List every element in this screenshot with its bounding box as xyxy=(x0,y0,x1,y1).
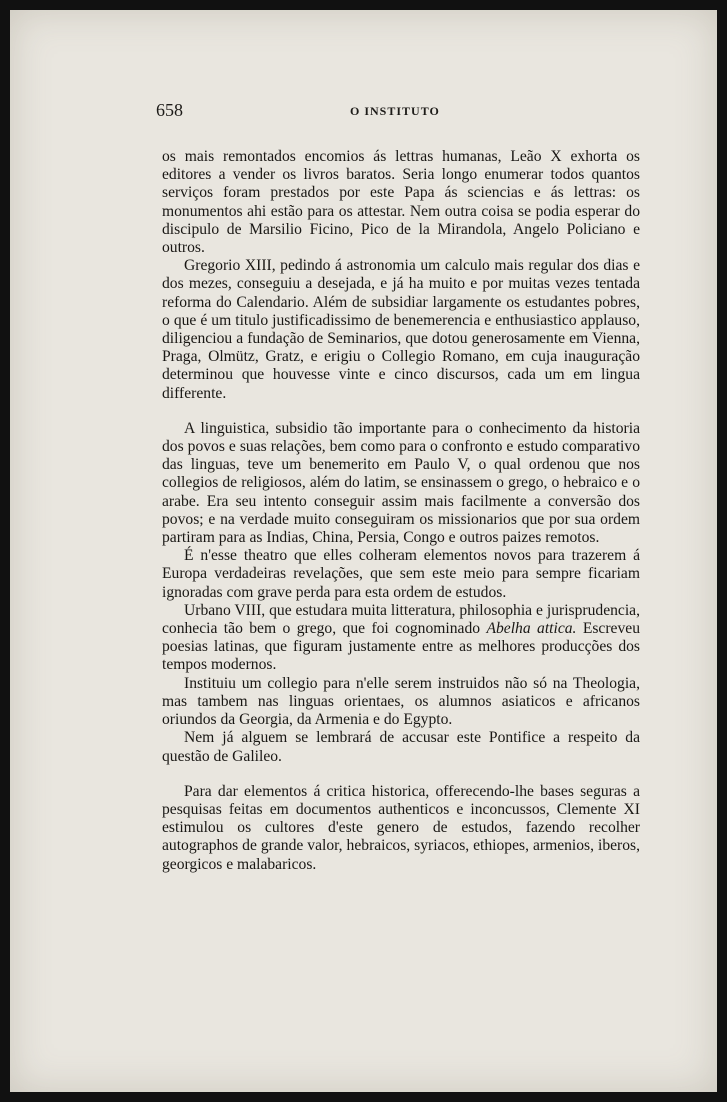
book-page xyxy=(10,10,717,1092)
paragraph-theatro: É n'esse theatro que elles colheram elementos novos para trazerem á Europa verdadeiras revelações, que sem este meio para sempre ficariam ignoradas com grave perda para esta ordem de estudos. xyxy=(162,547,640,601)
body-text xyxy=(162,148,640,874)
page-number: 658 xyxy=(156,100,183,120)
running-title: O INSTITUTO xyxy=(350,104,440,118)
paragraph-galileo: Nem já alguem se lembrará de accusar este Pontifice a respeito da questão de Galileo. xyxy=(162,729,640,765)
paragraph-paulo-v: A linguistica, subsidio tão importante para o conhecimento da historia dos povos e suas relações, bem como para o confronto e estudo comparativo das linguas, teve um benemerito em Paulo V, o qual ordenou que nos collegios de religiosos, além do latim, se ensinassem o grego, o hebraico e o arabe. Era seu intento conseguir assim mais facilmente a conversão dos povos; e na verdade muito conseguiram os missionarios que por sua ordem partiram para as Indias, China, Persia, Congo e outros paizes remotos. xyxy=(162,419,640,547)
paragraph-clemente-xi: Para dar elementos á critica historica, offerecendo-lhe bases seguras a pesquisas feitas em documentos authenticos e inconcussos, Clemente XI estimulou os cultores d'este genero de estudos, fazendo recolher autographos de grande valor, hebraicos, syriacos, ethiopes, armenios, iberos, georgicos e malabaricos. xyxy=(162,782,640,873)
page-header xyxy=(156,100,640,122)
abelha-attica: Abelha attica. xyxy=(486,620,577,638)
paragraph-urbano-viii xyxy=(162,602,640,675)
paragraph-collegio: Instituiu um collegio para n'elle serem instruidos não só na Theologia, mas tambem nas linguas orientaes, os alumnos asiaticos e africanos oriundos da Georgia, da Armenia e do Egypto. xyxy=(162,674,640,729)
urbano-text-end: Escreveu poesias latinas, que figuram justamente entre as melhores producções dos tempos modernos. xyxy=(162,620,640,674)
paragraph-gregorio-xiii: Gregorio XIII, pedindo á astronomia um calculo mais regular dos dias e dos mezes, conseguiu a desejada, e já ha muito e por muitas vezes tentada reforma do Calendario. Além de subsidiar largamente os estudantes pobres, o que é um titulo justificadissimo de benemerencia e enthusiastico applauso, diligenciou a fundação de Seminarios, que dotou generosamente em Vienna, Praga, Olmütz, Gratz, e erigiu o Collegio Romano, em cuja inauguração determinou que houvesse vinte e cinco discursos, cada um em lingua differente. xyxy=(162,257,640,402)
urbano-text-start: Urbano VIII, que estudara muita litteratura, philosophia e jurisprudencia, conhecia tão bem o grego, que foi cognominado xyxy=(162,601,640,638)
paragraph-leo-x: os mais remontados encomios ás lettras humanas, Leão X exhorta os editores a vender os livros baratos. Seria longo enumerar todos quantos serviços foram prestados por este Papa ás sciencias e ás lettras: os monumentos ahi estão para os attestar. Nem outra coisa se podia esperar do discipulo de Marsilio Ficino, Pico de la Mirandola, Angelo Policiano e outros. xyxy=(162,148,640,257)
